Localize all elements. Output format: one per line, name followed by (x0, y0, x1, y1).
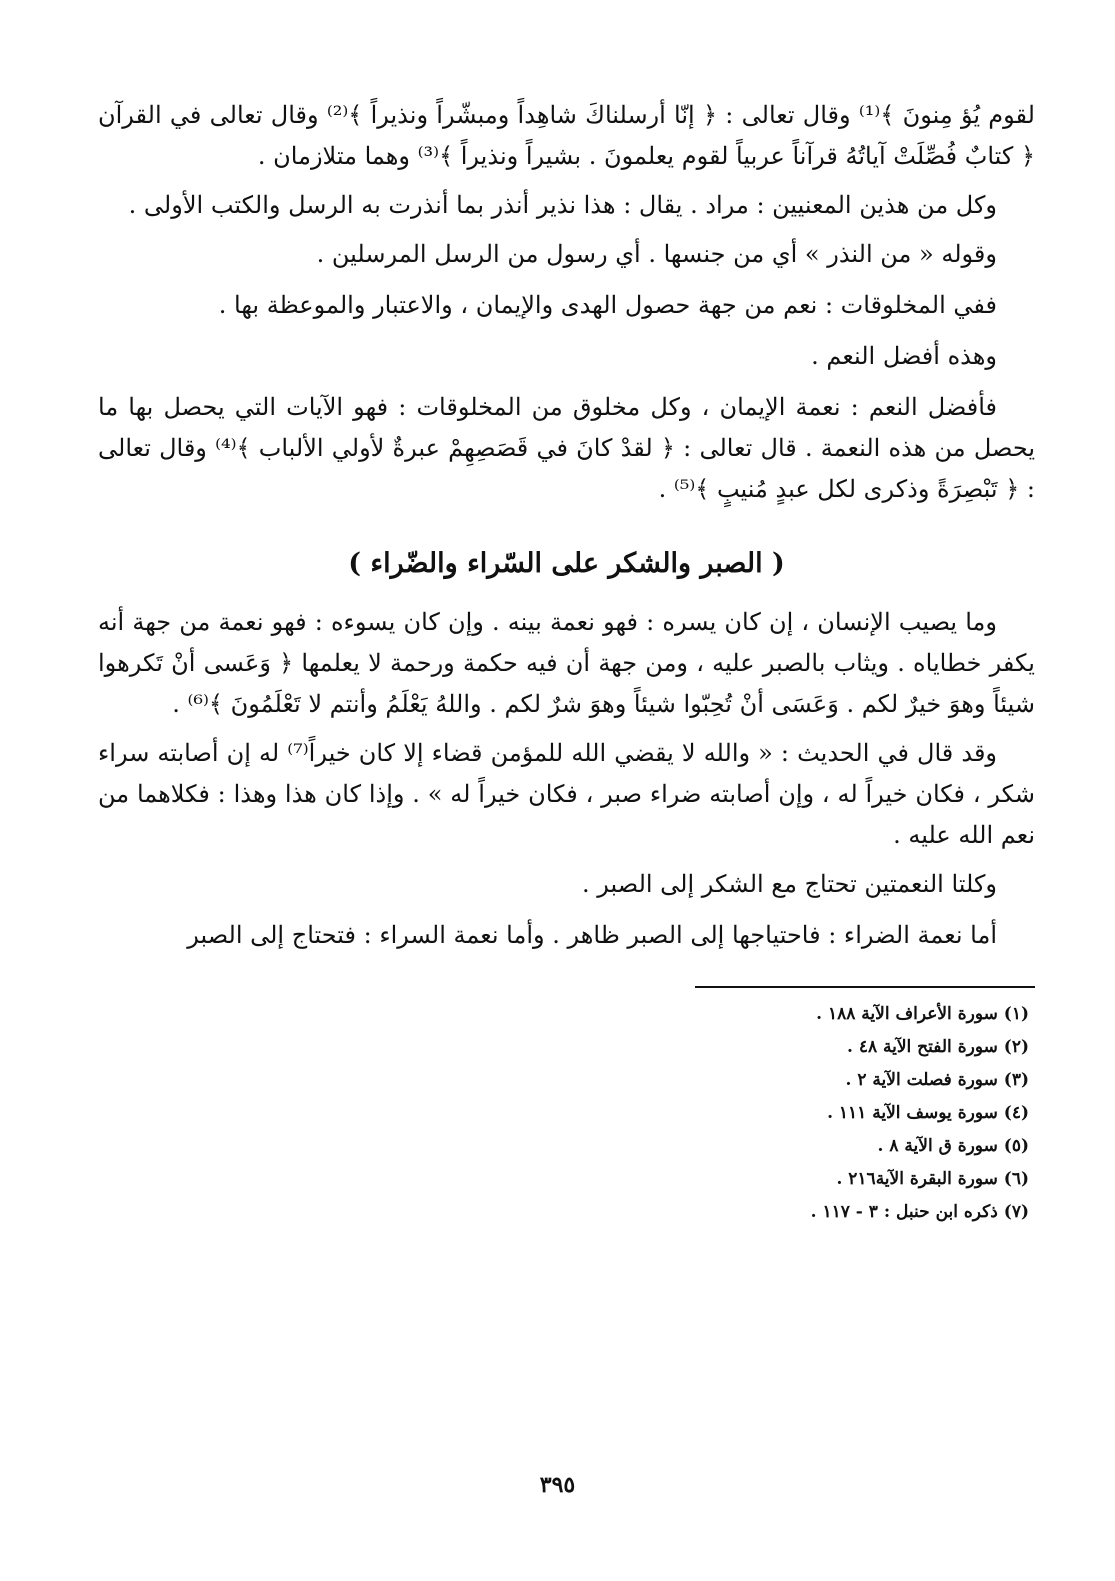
footnote-1: (١) سورة الأعراف الآية ١٨٨ . (816, 1004, 1029, 1024)
paragraph-what-befalls: وما يصيب الإنسان ، إن كان يسره : فهو نعمة بينه . وإن كان يسوءه : فهو نعمة من جهة أنه يكفر خطاياه . ويثاب بالصبر عليه ، ومن جهة أن فيه حكمة ورحمة لا يعلمها ﴿ وَعَسى أنْ تَكرهوا شيئاً وهوَ خيرٌ لكم . وَعَسَى أنْ تُحِبّوا شيئاً وهوَ شرٌ لكم . واللهُ يَعْلَمُ وأنتم لا تَعْلَمُونَ ﴾⁽⁶⁾ . (98, 608, 1035, 718)
paragraph-adversity-prosperity: أما نعمة الضراء : فاحتياجها إلى الصبر ظاهر . وأما نعمة السراء : فتحتاج إلى الصبر (187, 921, 997, 949)
paragraph-both-blessings: وكلتا النعمتين تحتاج مع الشكر إلى الصبر . (582, 870, 997, 898)
footnote-7: (٧) ذكره ابن حنبل : ٣ - ١١٧ . (810, 1202, 1029, 1222)
footnote-6: (٦) سورة البقرة الآية٢١٦ . (836, 1169, 1029, 1189)
footnotes-list (98, 998, 1035, 1229)
paragraph-best-blessing: وهذه أفضل النعم . (811, 342, 997, 370)
paragraph-hadith: وقد قال في الحديث : « والله لا يقضي الله للمؤمن قضاء إلا كان خيراً⁽⁷⁾ له إن أصابته سراء شكر ، فكان خيراً له ، وإن أصابته ضراء صبر ، فكان خيراً له » . وإذا كان هذا وهذا : فكلاهما من نعم الله عليه . (98, 739, 1035, 849)
footnote-3: (٣) سورة فصلت الآية ٢ . (845, 1070, 1029, 1090)
paragraph-quran-verses: لقوم يُؤ مِنونَ ﴾⁽¹⁾ وقال تعالى : ﴿ إنّا أرسلناكَ شاهِداً ومبشّراً ونذيراً ﴾⁽²⁾ وقال تعالى في القرآن ﴿ كتابٌ فُصِّلَتْ آياتُهُ قرآناً عربياً لقوم يعلمونَ . بشيراً ونذيراً ﴾⁽³⁾ وهما متلازمان . (98, 101, 1035, 170)
paragraph-faith-blessing: فأفضل النعم : نعمة الإيمان ، وكل مخلوق من المخلوقات : فهو الآيات التي يحصل بها ما يحصل من هذه النعمة . قال تعالى : ﴿ لقدْ كانَ في قَصَصِهِمْ عبرةٌ لأولي الألباب ﴾⁽⁴⁾ وقال تعالى : ﴿ تَبْصِرَةً وذكرى لكل عبدٍ مُنيبٍ ﴾⁽⁵⁾ . (98, 393, 1035, 503)
section-heading: ( الصبر والشكر على السّراء والضّراء ) (348, 548, 785, 579)
paragraph-min-an-nudhur: وقوله « من النذر » أي من جنسها . أي رسول من الرسل المرسلين . (316, 240, 997, 268)
footnote-5: (٥) سورة ق الآية ٨ . (877, 1136, 1029, 1156)
footnote-4: (٤) سورة يوسف الآية ١١١ . (827, 1103, 1029, 1123)
footnote-divider (695, 986, 1035, 988)
paragraph-two-meanings: وكل من هذين المعنيين : مراد . يقال : هذا نذير أنذر بما أنذرت به الرسل والكتب الأولى . (128, 191, 997, 219)
paragraph-creatures-blessings: ففي المخلوقات : نعم من جهة حصول الهدى والإيمان ، والاعتبار والموعظة بها . (218, 291, 997, 319)
footnote-2: (٢) سورة الفتح الآية ٤٨ . (846, 1037, 1029, 1057)
page-number: ٣٩٥ (539, 1472, 576, 1498)
